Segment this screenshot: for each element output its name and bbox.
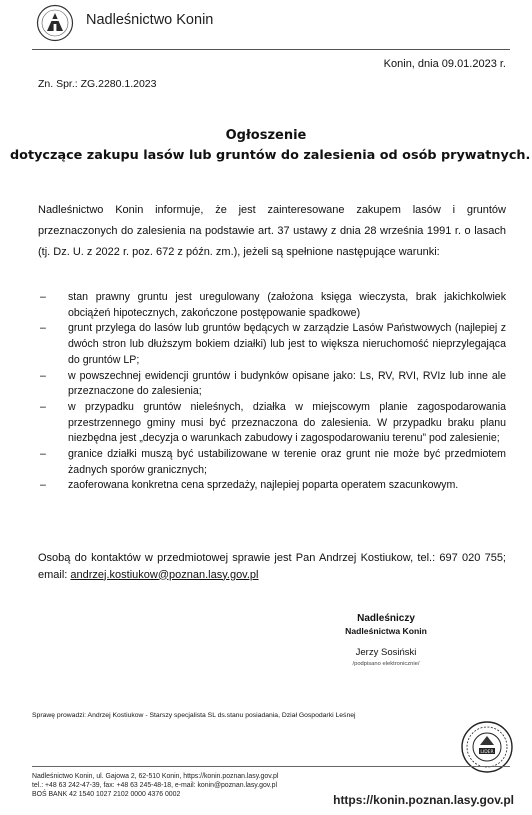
footer-address (32, 772, 278, 799)
footer-bank-line: BOŚ BANK 42 1540 1027 2102 0000 4376 0002 (32, 791, 181, 798)
list-item (38, 290, 506, 321)
list-item (38, 400, 506, 447)
list-dash: – (40, 369, 46, 382)
list-item (38, 478, 506, 494)
list-item-text: stan prawny gruntu jest uregulowany (założona księga wieczysta, brak jakichkolwiek obciążeń hipotecznych, zakończone postępowanie spadkowe) (68, 291, 506, 319)
header-divider (32, 49, 510, 50)
list-item (38, 369, 506, 400)
footer-website-link[interactable]: https://konin.poznan.lasy.gov.pl (333, 793, 514, 807)
footer-address-line: Nadleśnictwo Konin, ul. Gajowa 2, 62-510 Konin, https://konin.poznan.lasy.gov.pl (32, 773, 279, 780)
list-item (38, 447, 506, 478)
conditions-list (38, 290, 506, 494)
list-dash: – (40, 479, 46, 492)
document-title: Ogłoszenie (225, 128, 307, 143)
document-subtitle: dotyczące zakupu lasów lub gruntów do zalesienia od osób prywatnych. (10, 148, 531, 163)
signatory-name: Jerzy Sosiński (355, 647, 417, 658)
lasy-panstwowe-logo-icon (36, 4, 74, 42)
list-dash: – (40, 322, 46, 335)
prepared-by: Sprawę prowadzi: Andrzej Kostiukow - Starszy specjalista SL ds.stanu posiadania, Dział Gospodarki Leśnej (32, 712, 356, 719)
list-dash: – (40, 291, 46, 303)
list-item-text: granice działki muszą być ustabilizowane w terenie oraz grunt nie może być przedmiotem żadnych sporów granicznych; (68, 448, 506, 476)
contact-paragraph (38, 550, 506, 583)
intro-paragraph: Nadleśnictwo Konin informuje, że jest zainteresowane zakupem lasów i gruntów przeznaczonych do zalesienia na podstawie art. 37 ustawy z dnia 28 września 1991 r. o lasach (tj. Dz. U. z 2022 r. poz. 672 z późn. zm.), jeżeli są spełnione następujące warunki: (38, 204, 506, 258)
list-item-text: grunt przylega do lasów lub gruntów będących w zarządzie Lasów Państwowych (najlepiej z dwóch stron lub dłuższym bokiem działki) lub jest to większa nieruchomość nieprzylegająca do gruntów LP; (68, 322, 506, 366)
list-item (38, 321, 506, 368)
signatory-role: Nadleśniczy (357, 613, 415, 624)
signature-note: /podpisano elektronicznie/ (352, 661, 420, 667)
contact-email-link[interactable]: andrzej.kostiukow@poznan.lasy.gov.pl (70, 568, 259, 581)
contact-text: Osobą do kontaktów w przedmiotowej sprawie jest Pan Andrzej Kostiukow, tel.: 697 020 755; email: (38, 552, 506, 581)
document-date: Konin, dnia 09.01.2023 r. (383, 58, 506, 70)
signature-block (316, 612, 456, 667)
footer-contact-line: tel.: +48 63 242-47-39, fax: +48 63 245-48-18, e-mail: konin@poznan.lasy.gov.pl (32, 782, 278, 789)
list-dash: – (40, 400, 46, 413)
list-item-text: zaoferowana konkretna cena sprzedaży, najlepiej poparta operatem szacunkowym. (68, 479, 459, 492)
list-item-text: w przypadku gruntów nieleśnych, działka w miejscowym planie zagospodarowania przestrzennego gminy musi być przeznaczona do zalesienia. W przypadku braku planu niezbędna jest „decyzja o warunkach zabudowy i zagospodarowaniu terenu” pod zalesienie; (68, 400, 506, 445)
signatory-org: Nadleśnictwa Konin (345, 626, 427, 636)
list-dash: – (40, 448, 46, 461)
header-org-name: Nadleśnictwo Konin (86, 12, 214, 28)
footer-divider (32, 766, 510, 767)
badge-label: LIDER (480, 750, 494, 755)
document-reference: Zn. Spr.: ZG.2280.1.2023 (38, 78, 157, 90)
list-item-text: w powszechnej ewidencji gruntów i budynków opisane jako: Ls, RV, RVI, RVIz lub inne ale przeznaczone do zalesienia; (68, 369, 506, 398)
